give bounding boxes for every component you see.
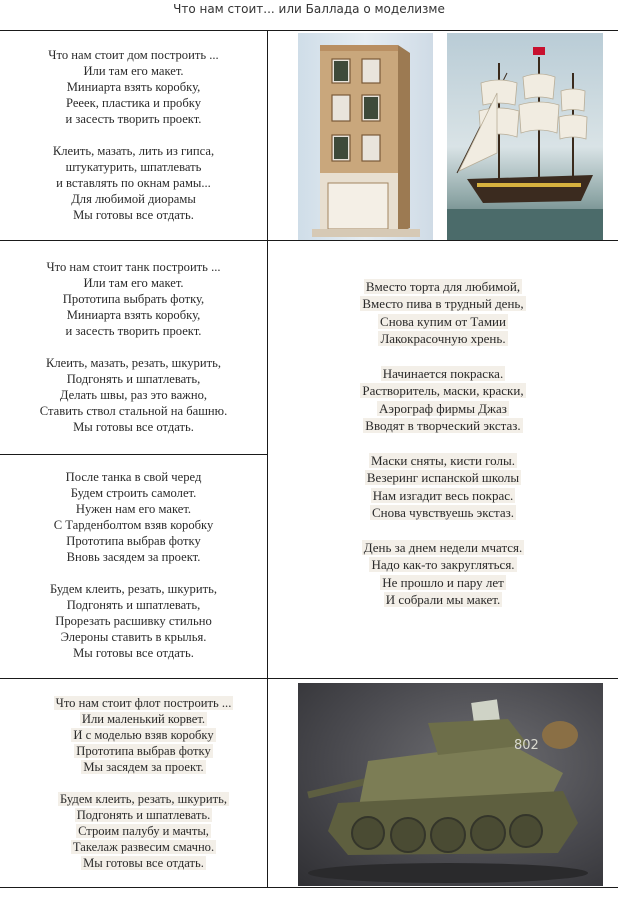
poem-line-text: С Тарденболтом взяв коробку xyxy=(53,518,214,532)
poem-line-text: Лакокрасочную хрень. xyxy=(380,331,506,347)
poem-line xyxy=(0,259,267,275)
poem-line-text: Клеить, мазать, лить из гипса, xyxy=(52,144,215,158)
sailing-ship-model-photo xyxy=(447,33,603,240)
stanza xyxy=(0,143,267,223)
poem-line-text: Везеринг испанской школы xyxy=(366,470,520,486)
poem-line xyxy=(268,400,618,417)
poem-line xyxy=(0,485,267,501)
stanza xyxy=(0,47,267,127)
poem-line-text: и вставлять по окнам рамы... xyxy=(56,176,211,190)
poem-line xyxy=(0,275,267,291)
poem-paint xyxy=(268,278,618,626)
poem-line xyxy=(268,295,618,312)
poem-line xyxy=(0,759,287,775)
poem-line xyxy=(0,469,267,485)
poem-line xyxy=(268,539,618,556)
poem-line xyxy=(0,581,267,597)
poem-line xyxy=(268,313,618,330)
poem-line-text: Что нам стоит флот построить ... xyxy=(55,696,232,710)
stanza xyxy=(268,539,618,609)
poem-line xyxy=(0,711,287,727)
poem-line xyxy=(0,597,267,613)
poem-line-text: Вновь засядем за проект. xyxy=(66,550,201,564)
poem-line-text: День за днем недели мчатся. xyxy=(363,540,523,556)
poem-line-text: Будем клеить, резать, шкурить, xyxy=(49,582,217,596)
poem-line-text: После танка в свой черед xyxy=(65,470,202,484)
poem-line-text: Миниарта взять коробку, xyxy=(66,308,201,322)
poem-line-text: Такелаж развесим смачно. xyxy=(72,840,215,854)
poem-line xyxy=(268,591,618,608)
table-rule-row1 xyxy=(0,240,618,241)
poem-line-text: Рееек, пластика и пробку xyxy=(65,96,201,110)
poem-line-text: Или там его макет. xyxy=(83,64,184,78)
poem-line xyxy=(0,207,267,223)
poem-line-text: Мы готовы все отдать. xyxy=(73,208,194,222)
poem-line-text: Будем клеить, резать, шкурить, xyxy=(59,792,227,806)
poem-line-text: Прототипа выбрав фотку xyxy=(76,744,211,758)
poem-line-text: Не прошло и пару лет xyxy=(382,574,504,590)
poem-line xyxy=(0,855,287,871)
poem-line xyxy=(0,501,267,517)
poem-line xyxy=(0,291,267,307)
poem-line-text: Прорезать расшивку стильно xyxy=(55,614,212,628)
poem-line xyxy=(268,487,618,504)
stanza xyxy=(0,355,267,435)
poem-line xyxy=(0,791,287,807)
poem-line-text: Вместо торта для любимой, xyxy=(365,279,521,294)
stanza xyxy=(268,452,618,522)
poem-line-text: И с моделью взяв коробку xyxy=(73,728,214,742)
poem-line-text: Растворитель, маски, краски, xyxy=(362,383,524,399)
poem-line-text: Прототипа выбрать фотку, xyxy=(62,292,205,306)
poem-line xyxy=(0,727,287,743)
poem-line xyxy=(0,355,267,371)
poem-line xyxy=(268,556,618,573)
poem-line-text: Будем строить самолет. xyxy=(70,486,197,500)
tank-model-photo xyxy=(298,683,603,886)
poem-line xyxy=(268,504,618,521)
poem-line xyxy=(0,839,287,855)
poem-line-text: Клеить, мазать, резать, шкурить, xyxy=(45,356,221,370)
poem-line-text: штукатурить, шпатлевать xyxy=(65,160,202,174)
poem-line-text: и засесть творить проект. xyxy=(65,112,202,126)
poem-line xyxy=(0,191,267,207)
poem-line xyxy=(0,47,267,63)
poem-line xyxy=(268,574,618,591)
poem-line xyxy=(268,330,618,347)
poem-line xyxy=(0,807,287,823)
poem-line-text: Что нам стоит дом построить ... xyxy=(48,48,219,62)
poem-line xyxy=(0,533,267,549)
table-rule-bottom xyxy=(0,887,618,888)
tank-number: 802 xyxy=(514,738,539,753)
page-title: Что нам стоит... или Баллада о моделизме xyxy=(173,2,445,16)
poem-line-text: Надо как-то закругляться. xyxy=(371,557,515,573)
poem-line-text: Прототипа выбрав фотку xyxy=(66,534,201,548)
poem-line-text: Подгонять и шпатлевать. xyxy=(76,808,211,822)
poem-line-text: Вместо пива в трудный день, xyxy=(362,296,524,312)
poem-line-text: Делать швы, раз это важно, xyxy=(59,388,208,402)
poem-line-text: и засесть творить проект. xyxy=(65,324,202,338)
poem-house xyxy=(0,47,267,223)
poem-line-text: Ставить ствол стальной на башню. xyxy=(39,404,228,418)
poem-line-text: Строим палубу и мачты, xyxy=(78,824,209,838)
poem-line-text: Или там его макет. xyxy=(83,276,184,290)
poem-line-text: Начинается покраска. xyxy=(382,366,504,382)
poem-line-text: Снова купим от Тамии xyxy=(380,313,506,329)
poem-line xyxy=(0,371,267,387)
poem-line xyxy=(0,111,267,127)
poem-line-text: Подгонять и шпатлевать, xyxy=(66,598,201,612)
poem-line-text: Миниарта взять коробку, xyxy=(66,80,201,94)
poem-line xyxy=(0,743,287,759)
poem-line-text: Для любимой диорамы xyxy=(71,192,196,206)
poem-line-text: Мы готовы все отдать. xyxy=(83,856,204,870)
poem-line xyxy=(0,159,267,175)
poem-line xyxy=(268,417,618,434)
poem-line xyxy=(268,278,618,295)
poem-line xyxy=(0,695,287,711)
poem-line-text: Мы готовы все отдать. xyxy=(73,646,194,660)
poem-line xyxy=(0,387,267,403)
poem-line-text: Снова чувствуешь экстаз. xyxy=(372,505,514,521)
stanza xyxy=(0,791,287,871)
poem-plane xyxy=(0,469,267,661)
poem-line xyxy=(0,629,267,645)
poem-line xyxy=(0,79,267,95)
poem-line-text: Подгонять и шпатлевать, xyxy=(66,372,201,386)
poem-line-text: Элероны ставить в крылья. xyxy=(60,630,207,644)
stanza xyxy=(268,365,618,435)
poem-tank xyxy=(0,259,267,435)
poem-line-text: Нам изгадит весь покрас. xyxy=(372,487,514,503)
poem-line xyxy=(0,613,267,629)
poem-line-text: Мы засядем за проект. xyxy=(83,760,204,774)
poem-line xyxy=(268,452,618,469)
poem-line xyxy=(0,419,267,435)
poem-line-text: Мы готовы все отдать. xyxy=(73,420,194,434)
poem-line xyxy=(0,143,267,159)
stanza xyxy=(0,259,267,339)
poem-line xyxy=(0,307,267,323)
table-rule-top xyxy=(0,30,618,31)
poem-line xyxy=(0,645,267,661)
poem-fleet xyxy=(0,695,287,871)
poem-line xyxy=(268,365,618,382)
poem-line xyxy=(268,469,618,486)
poem-line xyxy=(0,95,267,111)
poem-line xyxy=(0,175,267,191)
stanza xyxy=(268,278,618,348)
stanza xyxy=(0,695,287,775)
stanza xyxy=(0,581,267,661)
table-rule-row3 xyxy=(0,678,618,679)
poem-line xyxy=(0,63,267,79)
poem-line-text: Аэрограф фирмы Джаз xyxy=(379,400,507,416)
poem-line xyxy=(0,323,267,339)
poem-line xyxy=(0,403,267,419)
poem-line xyxy=(0,517,267,533)
poem-line xyxy=(0,549,267,565)
poem-line-text: Маски сняты, кисти голы. xyxy=(371,453,515,469)
stanza xyxy=(0,469,267,565)
poem-line-text: Что нам стоит танк построить ... xyxy=(46,260,221,274)
poem-line-text: Или маленький корвет. xyxy=(81,712,206,726)
poem-line xyxy=(268,382,618,399)
table-rule-row2 xyxy=(0,454,268,455)
poem-line xyxy=(0,823,287,839)
poem-line-text: Нужен нам его макет. xyxy=(75,502,192,516)
poem-line-text: Вводят в творческий экстаз. xyxy=(365,418,521,434)
building-diorama-photo xyxy=(298,33,433,240)
poem-line-text: И собрали мы макет. xyxy=(385,592,501,608)
